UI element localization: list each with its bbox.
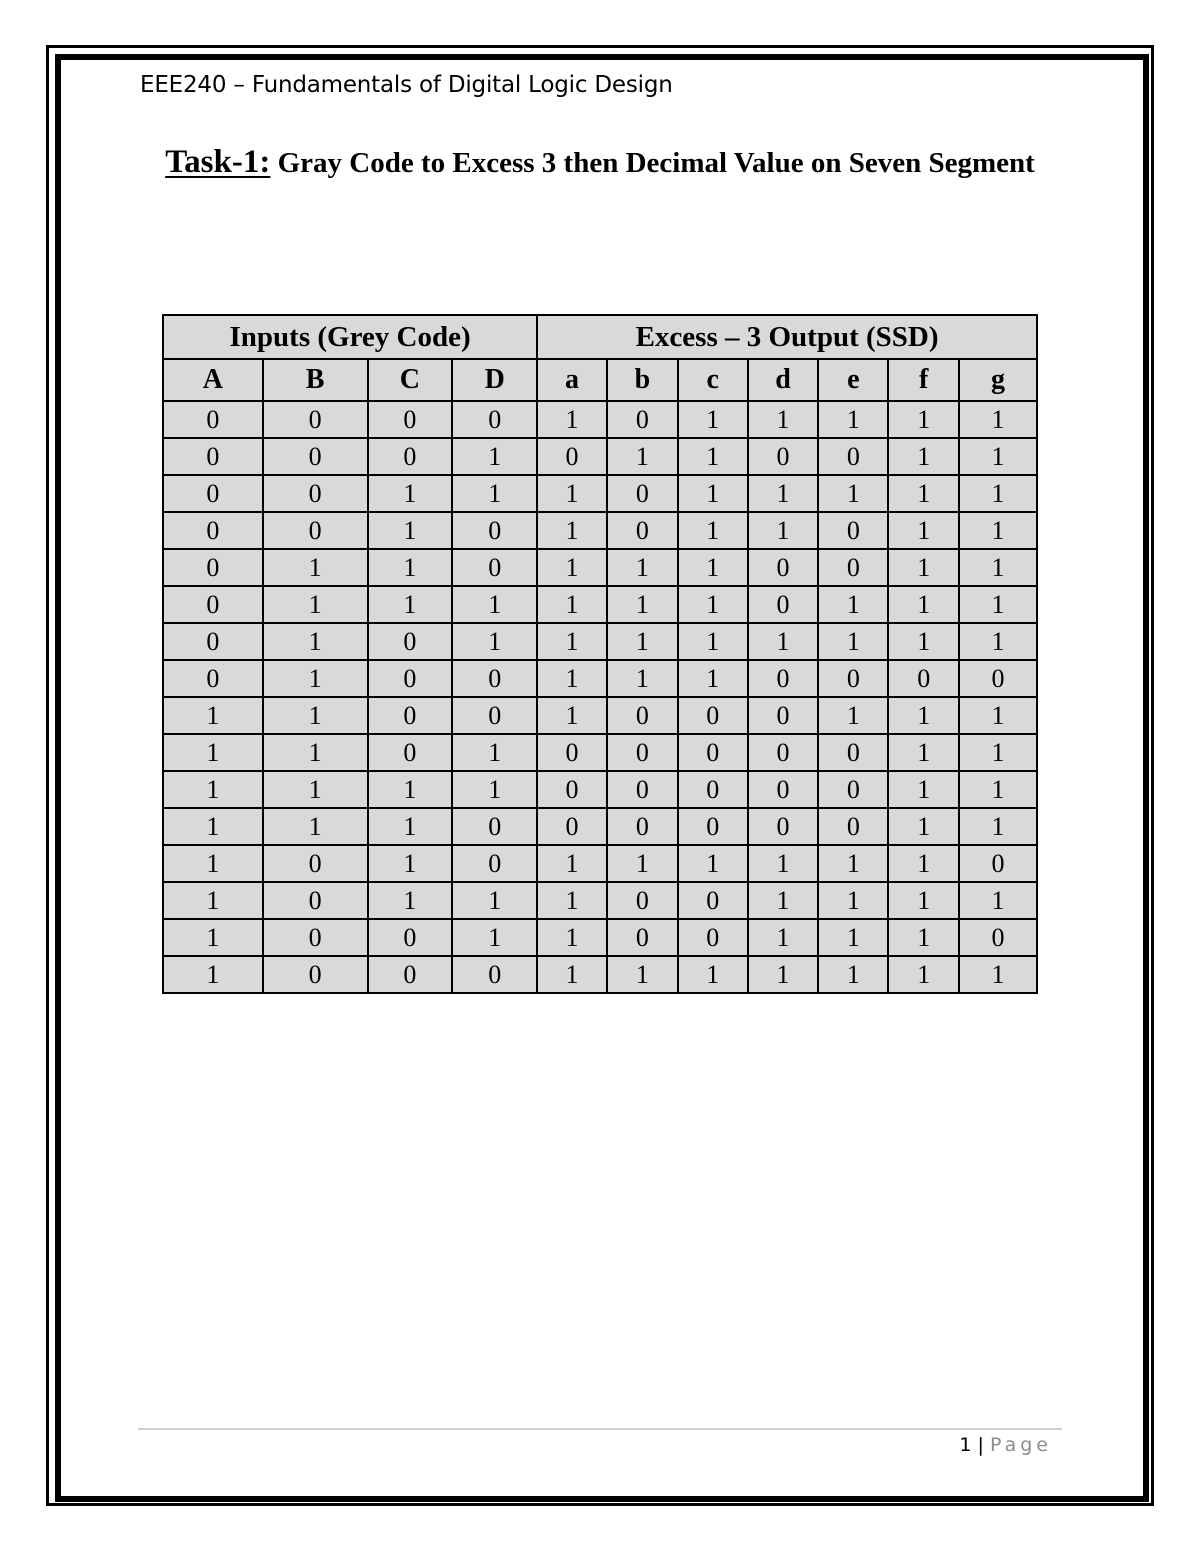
table-cell: 1 [452,475,537,512]
column-header-c: c [678,359,748,401]
table-cell: 1 [959,771,1037,808]
table-cell: 0 [263,919,368,956]
page-number-value: 1 [959,1434,972,1456]
table-cell: 0 [748,438,819,475]
table-cell: 1 [888,808,959,845]
table-cell: 1 [888,845,959,882]
table-cell: 1 [888,697,959,734]
table-cell: 0 [748,808,819,845]
table-cell: 0 [678,697,748,734]
column-header-D: D [452,359,537,401]
table-row [163,808,1037,845]
table-cell: 1 [607,660,678,697]
table-cell: 1 [959,623,1037,660]
table-cell: 1 [959,882,1037,919]
table-row [163,845,1037,882]
table-cell: 1 [818,919,888,956]
table-cell: 0 [607,475,678,512]
table-cell: 1 [263,549,368,586]
table-cell: 1 [678,623,748,660]
table-cell: 1 [163,697,263,734]
table-cell: 0 [163,475,263,512]
table-cell: 1 [263,623,368,660]
column-header-A: A [163,359,263,401]
table-row [163,623,1037,660]
table-cell: 0 [452,956,537,993]
table-cell: 1 [537,475,607,512]
table-cell: 1 [678,512,748,549]
table-cell: 1 [888,882,959,919]
table-cell: 0 [368,956,453,993]
table-cell: 1 [959,401,1037,438]
table-cell: 1 [888,586,959,623]
table-cell: 1 [537,586,607,623]
table-cell: 1 [748,623,819,660]
table-cell: 1 [368,882,453,919]
table-cell: 0 [163,401,263,438]
table-cell: 1 [888,475,959,512]
group-header-outputs: Excess – 3 Output (SSD) [537,315,1037,359]
column-header-b: b [607,359,678,401]
table-cell: 1 [368,808,453,845]
column-header-g: g [959,359,1037,401]
course-header: EEE240 – Fundamentals of Digital Logic Design [140,72,673,98]
table-cell: 1 [818,956,888,993]
table-cell: 1 [818,697,888,734]
table-cell: 1 [888,771,959,808]
table-cell: 1 [607,586,678,623]
table-cell: 1 [537,882,607,919]
table-cell: 0 [537,438,607,475]
table-cell: 1 [959,438,1037,475]
table-cell: 1 [959,512,1037,549]
table-cell: 1 [368,586,453,623]
table-row [163,438,1037,475]
table-cell: 0 [607,771,678,808]
task-label: Task-1: [165,144,271,180]
table-cell: 1 [888,623,959,660]
table-cell: 0 [607,808,678,845]
table-cell: 0 [163,512,263,549]
table-cell: 0 [452,401,537,438]
table-cell: 0 [818,438,888,475]
table-cell: 1 [888,734,959,771]
table-cell: 0 [678,919,748,956]
table-cell: 0 [748,771,819,808]
table-cell: 0 [537,808,607,845]
table-cell: 1 [263,734,368,771]
table-row [163,956,1037,993]
table-cell: 0 [678,808,748,845]
table-cell: 1 [678,956,748,993]
table-cell: 1 [888,401,959,438]
table-cell: 1 [748,882,819,919]
table-cell: 0 [607,401,678,438]
table-cell: 0 [452,660,537,697]
table-cell: 1 [368,771,453,808]
table-cell: 1 [537,660,607,697]
table-cell: 0 [452,845,537,882]
group-header-inputs: Inputs (Grey Code) [163,315,537,359]
table-cell: 1 [368,512,453,549]
group-header-row [163,315,1037,359]
table-cell: 0 [452,512,537,549]
table-cell: 0 [748,660,819,697]
table-cell: 0 [368,438,453,475]
table-cell: 0 [959,919,1037,956]
table-cell: 1 [678,549,748,586]
table-row [163,919,1037,956]
table-cell: 0 [368,623,453,660]
table-cell: 1 [452,919,537,956]
table-cell: 1 [748,956,819,993]
table-cell: 0 [263,882,368,919]
table-row [163,660,1037,697]
column-header-a: a [537,359,607,401]
table-cell: 0 [818,808,888,845]
table-cell: 0 [368,660,453,697]
table-cell: 0 [263,845,368,882]
table-cell: 1 [818,845,888,882]
table-cell: 1 [607,956,678,993]
table-cell: 0 [452,549,537,586]
table-cell: 1 [678,660,748,697]
table-cell: 1 [452,734,537,771]
table-cell: 1 [888,919,959,956]
table-cell: 1 [888,549,959,586]
table-row [163,697,1037,734]
table-cell: 1 [678,401,748,438]
table-cell: 0 [607,697,678,734]
table-cell: 0 [452,697,537,734]
table-cell: 1 [537,512,607,549]
table-row [163,512,1037,549]
table-row [163,882,1037,919]
column-header-C: C [368,359,453,401]
table-cell: 1 [959,549,1037,586]
table-cell: 0 [607,919,678,956]
table-cell: 1 [537,549,607,586]
table-cell: 1 [163,956,263,993]
table-cell: 0 [263,438,368,475]
table-cell: 0 [748,586,819,623]
table-cell: 1 [748,512,819,549]
task-title-text: Gray Code to Excess 3 then Decimal Value on Seven Segment [270,147,1035,179]
table-cell: 0 [163,660,263,697]
table-cell: 1 [748,845,819,882]
column-header-d: d [748,359,819,401]
table-cell: 0 [678,771,748,808]
table-cell: 0 [263,512,368,549]
table-cell: 1 [959,808,1037,845]
table-cell: 0 [818,771,888,808]
table-cell: 1 [888,512,959,549]
column-header-e: e [818,359,888,401]
table-cell: 1 [452,438,537,475]
table-cell: 1 [748,401,819,438]
column-header-f: f [888,359,959,401]
table-cell: 1 [818,882,888,919]
table-cell: 1 [263,660,368,697]
table-cell: 1 [163,734,263,771]
table-cell: 0 [818,549,888,586]
table-cell: 0 [678,882,748,919]
table-cell: 0 [959,660,1037,697]
truth-table [162,314,1038,994]
table-cell: 0 [263,475,368,512]
table-cell: 1 [959,586,1037,623]
table-row [163,586,1037,623]
table-cell: 0 [748,734,819,771]
table-cell: 1 [263,771,368,808]
table-cell: 1 [818,623,888,660]
table-cell: 1 [537,845,607,882]
table-cell: 0 [263,401,368,438]
table-cell: 0 [607,512,678,549]
table-cell: 1 [678,845,748,882]
table-cell: 0 [888,660,959,697]
table-cell: 1 [678,438,748,475]
table-cell: 1 [163,882,263,919]
table-cell: 0 [748,697,819,734]
table-cell: 0 [678,734,748,771]
page-number [959,1434,1052,1456]
table-cell: 0 [163,586,263,623]
table-cell: 0 [452,808,537,845]
page-word: Page [990,1434,1052,1456]
table-cell: 1 [748,475,819,512]
table-cell: 0 [818,734,888,771]
table-row [163,549,1037,586]
table-cell: 1 [537,401,607,438]
table-cell: 1 [263,808,368,845]
table-row [163,734,1037,771]
table-cell: 0 [818,512,888,549]
table-cell: 0 [163,438,263,475]
table-cell: 1 [959,734,1037,771]
table-cell: 1 [888,438,959,475]
table-cell: 1 [818,401,888,438]
column-header-B: B [263,359,368,401]
table-cell: 0 [368,401,453,438]
table-cell: 1 [607,549,678,586]
table-cell: 0 [607,734,678,771]
table-cell: 1 [607,623,678,660]
table-cell: 1 [537,919,607,956]
table-cell: 0 [959,845,1037,882]
table-cell: 1 [163,845,263,882]
table-cell: 1 [678,475,748,512]
table-cell: 1 [263,586,368,623]
table-cell: 1 [163,808,263,845]
table-cell: 0 [537,771,607,808]
table-cell: 1 [163,771,263,808]
table-cell: 1 [607,438,678,475]
table-cell: 1 [452,623,537,660]
page-number-separator: | [971,1434,990,1456]
table-cell: 1 [452,586,537,623]
table-cell: 1 [368,475,453,512]
table-cell: 0 [163,549,263,586]
table-cell: 0 [263,956,368,993]
table-cell: 1 [818,475,888,512]
table-cell: 0 [163,623,263,660]
table-cell: 0 [748,549,819,586]
table-body [163,401,1037,993]
table-row [163,475,1037,512]
column-header-row [163,359,1037,401]
table-cell: 1 [537,623,607,660]
table-cell: 0 [537,734,607,771]
table-cell: 1 [163,919,263,956]
table-cell: 1 [888,956,959,993]
table-cell: 0 [368,697,453,734]
table-cell: 1 [959,475,1037,512]
table-cell: 1 [748,919,819,956]
table-row [163,401,1037,438]
table-cell: 1 [368,845,453,882]
table-cell: 0 [368,734,453,771]
table-row [163,771,1037,808]
table-cell: 1 [537,956,607,993]
table-cell: 1 [607,845,678,882]
table-cell: 1 [452,771,537,808]
footer-rule [138,1428,1062,1430]
table-cell: 1 [678,586,748,623]
table-cell: 0 [607,882,678,919]
task-title [150,142,1050,184]
table-cell: 1 [368,549,453,586]
table-cell: 1 [818,586,888,623]
table-cell: 1 [263,697,368,734]
table-cell: 1 [537,697,607,734]
table-cell: 0 [818,660,888,697]
table-cell: 0 [368,919,453,956]
table-cell: 1 [959,697,1037,734]
table-cell: 1 [452,882,537,919]
table-cell: 1 [959,956,1037,993]
